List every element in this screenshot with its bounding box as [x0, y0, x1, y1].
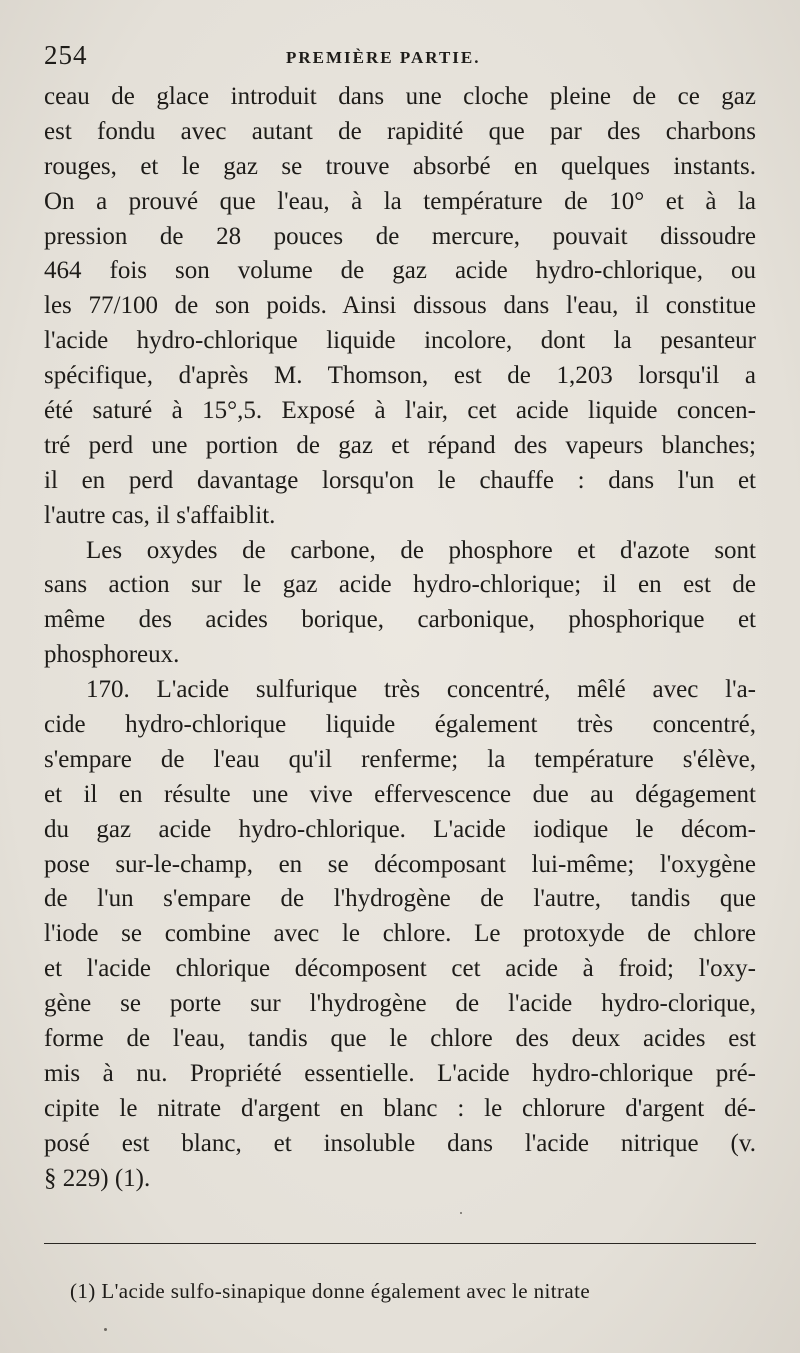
text-line: 464 fois son volume de gaz acide hydro-chlorique, ou — [44, 257, 756, 285]
text-line: § 229) (1). — [44, 1164, 151, 1192]
text-line: s'empare de l'eau qu'il renferme; la température s'élève, — [44, 745, 756, 773]
text-line: pression de 28 pouces de mercure, pouvait dissoudre — [44, 222, 756, 250]
text-line: phosphoreux. — [44, 641, 180, 669]
text-line: et l'acide chlorique décomposent cet acide à froid; l'oxy- — [44, 955, 756, 983]
body-text — [44, 80, 756, 1197]
text-line: spécifique, d'après M. Thomson, est de 1,203 lorsqu'il a — [44, 362, 756, 390]
text-line: du gaz acide hydro-chlorique. L'acide iodique le décom- — [44, 815, 756, 843]
text-line: cipite le nitrate d'argent en blanc : le chlorure d'argent dé- — [44, 1094, 756, 1122]
text-line: ceau de glace introduit dans une cloche pleine de ce gaz — [44, 83, 756, 110]
page-number: 254 — [44, 40, 88, 70]
footnote: (1) L'acide sulfo-sinapique donne également avec le nitrate — [70, 1279, 591, 1303]
text-line: l'acide hydro-chlorique liquide incolore, dont la pesanteur — [44, 327, 756, 355]
text-line: de l'un s'empare de l'hydrogène de l'autre, tandis que — [44, 885, 756, 913]
text-line: mis à nu. Propriété essentielle. L'acide hydro-chlorique pré- — [44, 1059, 756, 1087]
text-line: est fondu avec autant de rapidité que par des charbons — [44, 117, 756, 145]
text-line: rouges, et le gaz se trouve absorbé en quelques instants. — [44, 152, 756, 180]
text-line: gène se porte sur l'hydrogène de l'acide hydro-clorique, — [44, 990, 756, 1018]
text-line: l'autre cas, il s'affaiblit. — [44, 501, 276, 529]
text-line: 170. L'acide sulfurique très concentré, mêlé avec l'a- — [86, 676, 756, 704]
text-line: forme de l'eau, tandis que le chlore des deux acides est — [44, 1025, 756, 1053]
text-line: On a prouvé que l'eau, à la température de 10° et à la — [44, 187, 756, 215]
paper-speck — [460, 1212, 462, 1214]
page-header — [44, 40, 756, 72]
running-head: PREMIÈRE PARTIE. — [286, 48, 481, 67]
text-line: tré perd une portion de gaz et répand des vapeurs blanches; — [44, 431, 756, 459]
text-line: été saturé à 15°,5. Exposé à l'air, cet acide liquide concen- — [44, 397, 756, 425]
text-line: et il en résulte une vive effervescence due au dégagement — [44, 780, 756, 808]
text-line: sans action sur le gaz acide hydro-chlorique; il en est de — [44, 571, 756, 599]
text-line: posé est blanc, et insoluble dans l'acide nitrique (v. — [44, 1129, 756, 1157]
text-line: l'iode se combine avec le chlore. Le protoxyde de chlore — [44, 920, 756, 948]
text-line: il en perd davantage lorsqu'on le chauffe : dans l'un et — [44, 466, 756, 494]
text-line: pose sur-le-champ, en se décomposant lui-même; l'oxygène — [44, 850, 756, 878]
text-line: même des acides borique, carbonique, phosphorique et — [44, 606, 756, 634]
text-line: les 77/100 de son poids. Ainsi dissous dans l'eau, il constitue — [44, 292, 756, 320]
text-line: cide hydro-chlorique liquide également très concentré, — [44, 711, 756, 739]
footnote-rule — [44, 1243, 756, 1244]
text-line: Les oxydes de carbone, de phosphore et d'azote sont — [86, 536, 756, 564]
paper-speck — [104, 1328, 107, 1331]
